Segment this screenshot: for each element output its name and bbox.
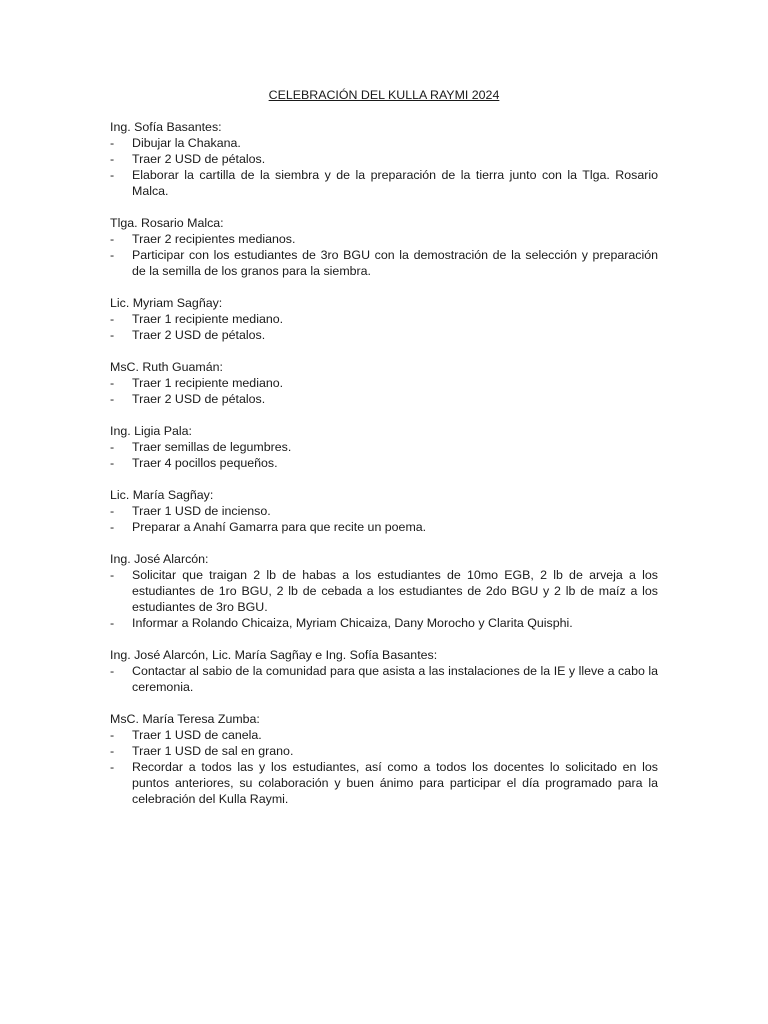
assignment-section: [110, 359, 658, 407]
bullet-dash: -: [110, 168, 115, 182]
assignment-section: [110, 119, 658, 199]
task-list: [110, 663, 658, 695]
task-item: [110, 727, 658, 743]
task-text: Traer 2 USD de pétalos.: [132, 392, 266, 406]
task-text: Informar a Rolando Chicaiza, Myriam Chicaiza, Dany Morocho y Clarita Quisphi.: [132, 616, 573, 630]
section-heading: Lic. María Sagñay:: [110, 488, 214, 502]
section-heading: Ing. Sofía Basantes:: [110, 120, 222, 134]
bullet-dash: -: [110, 248, 115, 262]
bullet-dash: -: [110, 152, 115, 166]
bullet-dash: -: [110, 392, 115, 406]
bullet-dash: -: [110, 376, 115, 390]
task-item: [110, 439, 658, 455]
task-text: Traer 2 USD de pétalos.: [132, 328, 266, 342]
task-text: Participar con los estudiantes de 3ro BGU con la demostración de la selección y preparación de la semilla de los granos para la siembra.: [132, 248, 658, 278]
bullet-dash: -: [110, 136, 115, 150]
task-item: [110, 743, 658, 759]
task-list: [110, 375, 658, 407]
section-heading: MsC. María Teresa Zumba:: [110, 712, 260, 726]
task-text: Solicitar que traigan 2 lb de habas a los estudiantes de 10mo EGB, 2 lb de arveja a los estudiantes de 1ro BGU, 2 lb de cebada a los estudiantes de 2do BGU y 2 lb de maíz a los estudiantes de 3ro BGU.: [132, 568, 658, 614]
task-text: Elaborar la cartilla de la siembra y de la preparación de la tierra junto con la Tlga. Rosario Malca.: [132, 168, 658, 198]
bullet-dash: -: [110, 456, 115, 470]
task-item: [110, 135, 658, 151]
task-item: [110, 519, 658, 535]
document-body: [110, 119, 658, 823]
task-item: [110, 311, 658, 327]
bullet-dash: -: [110, 520, 115, 534]
bullet-dash: -: [110, 728, 115, 742]
task-text: Traer 4 pocillos pequeños.: [132, 456, 278, 470]
task-text: Traer 1 recipiente mediano.: [132, 312, 284, 326]
task-item: [110, 503, 658, 519]
task-text: Traer semillas de legumbres.: [132, 440, 292, 454]
task-text: Traer 2 recipientes medianos.: [132, 232, 296, 246]
task-text: Traer 1 USD de sal en grano.: [132, 744, 294, 758]
assignment-section: [110, 295, 658, 343]
task-list: [110, 727, 658, 807]
task-list: [110, 311, 658, 343]
assignment-section: [110, 551, 658, 631]
bullet-dash: -: [110, 744, 115, 758]
bullet-dash: -: [110, 664, 115, 678]
assignment-section: [110, 215, 658, 279]
task-list: [110, 439, 658, 471]
task-item: [110, 759, 658, 807]
task-item: [110, 663, 658, 695]
task-text: Traer 1 USD de incienso.: [132, 504, 271, 518]
bullet-dash: -: [110, 328, 115, 342]
section-heading: Ing. Ligia Pala:: [110, 424, 192, 438]
task-text: Traer 2 USD de pétalos.: [132, 152, 266, 166]
task-text: Contactar al sabio de la comunidad para que asista a las instalaciones de la IE y lleve a cabo la ceremonia.: [132, 664, 658, 694]
section-heading: Tlga. Rosario Malca:: [110, 216, 224, 230]
task-item: [110, 567, 658, 615]
task-list: [110, 231, 658, 279]
task-item: [110, 327, 658, 343]
section-heading: Lic. Myriam Sagñay:: [110, 296, 223, 310]
task-text: Traer 1 USD de canela.: [132, 728, 262, 742]
task-item: [110, 375, 658, 391]
task-item: [110, 167, 658, 199]
task-text: Recordar a todos las y los estudiantes, así como a todos los docentes lo solicitado en los puntos anteriores, su colaboración y buen ánimo para participar el día programado para la celebración del Kulla Raymi.: [132, 760, 658, 806]
bullet-dash: -: [110, 568, 115, 582]
task-list: [110, 503, 658, 535]
task-item: [110, 247, 658, 279]
task-list: [110, 567, 658, 631]
bullet-dash: -: [110, 232, 115, 246]
bullet-dash: -: [110, 312, 115, 326]
section-heading: Ing. José Alarcón:: [110, 552, 209, 566]
document-title: CELEBRACIÓN DEL KULLA RAYMI 2024: [268, 88, 500, 102]
task-text: Traer 1 recipiente mediano.: [132, 376, 284, 390]
bullet-dash: -: [110, 440, 115, 454]
bullet-dash: -: [110, 504, 115, 518]
task-list: [110, 135, 658, 199]
task-item: [110, 231, 658, 247]
section-heading: Ing. José Alarcón, Lic. María Sagñay e Ing. Sofía Basantes:: [110, 648, 438, 662]
assignment-section: [110, 487, 658, 535]
bullet-dash: -: [110, 616, 115, 630]
task-text: Preparar a Anahí Gamarra para que recite un poema.: [132, 520, 427, 534]
task-text: Dibujar la Chakana.: [132, 136, 241, 150]
task-item: [110, 455, 658, 471]
assignment-section: [110, 423, 658, 471]
assignment-section: [110, 647, 658, 695]
task-item: [110, 615, 658, 631]
assignment-section: [110, 711, 658, 807]
task-item: [110, 151, 658, 167]
bullet-dash: -: [110, 760, 115, 774]
task-item: [110, 391, 658, 407]
section-heading: MsC. Ruth Guamán:: [110, 360, 223, 374]
